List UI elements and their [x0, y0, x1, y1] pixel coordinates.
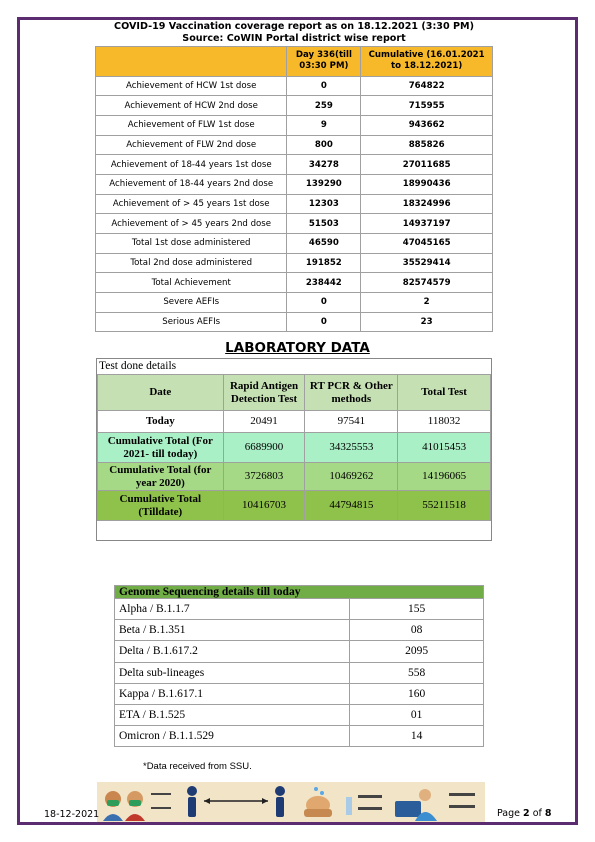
vaccination-table [95, 20, 493, 332]
vaccination-title: COVID-19 Vaccination coverage report as on 18.12.2021 (3:30 PM) Source: CoWIN Portal district wise report [114, 20, 474, 44]
table-row [96, 174, 493, 194]
genome-variant: Kappa / B.1.617.1 [115, 683, 350, 704]
table-row [96, 194, 493, 214]
genome-count: 558 [350, 662, 484, 683]
table-row [96, 135, 493, 155]
row-label: Achievement of 18-44 years 1st dose [96, 155, 287, 175]
row-label: Achievement of > 45 years 2nd dose [96, 214, 287, 234]
lab-row-rapid: 6689900 [223, 433, 305, 463]
table-row [115, 662, 484, 683]
lab-box [96, 358, 492, 541]
genome-count: 14 [350, 726, 484, 747]
row-day-value: 259 [287, 96, 361, 116]
table-row [115, 704, 484, 725]
row-label: Serious AEFIs [96, 312, 287, 332]
lab-table [97, 374, 491, 521]
row-label: Achievement of HCW 2nd dose [96, 96, 287, 116]
table-row [98, 433, 491, 463]
row-day-value: 34278 [287, 155, 361, 175]
table-row [115, 599, 484, 620]
footer-date: 18-12-2021 [44, 809, 100, 820]
row-cumulative-value: 715955 [361, 96, 493, 116]
lab-row-rtpcr: 34325553 [305, 433, 398, 463]
genome-count: 160 [350, 683, 484, 704]
row-day-value: 12303 [287, 194, 361, 214]
row-cumulative-value: 27011685 [361, 155, 493, 175]
table-row [96, 96, 493, 116]
row-cumulative-value: 35529414 [361, 253, 493, 273]
vaccination-header-blank [96, 46, 287, 76]
lab-row-rtpcr: 44794815 [305, 491, 398, 521]
lab-header-date: Date [98, 375, 224, 411]
table-row [96, 273, 493, 293]
distance-icon [177, 782, 295, 822]
row-cumulative-value: 764822 [361, 76, 493, 96]
vaccination-header-row [96, 46, 493, 76]
lab-row-label: Cumulative Total (for year 2020) [98, 463, 224, 491]
lab-row-rapid: 10416703 [223, 491, 305, 521]
table-row [96, 155, 493, 175]
row-label: Achievement of FLW 2nd dose [96, 135, 287, 155]
data-source-note: *Data received from SSU. [143, 761, 252, 772]
lab-row-total: 14196065 [398, 463, 491, 491]
row-label: Achievement of > 45 years 1st dose [96, 194, 287, 214]
row-cumulative-value: 14937197 [361, 214, 493, 234]
table-row [115, 683, 484, 704]
table-row [98, 463, 491, 491]
row-cumulative-value: 82574579 [361, 273, 493, 293]
lab-row-rapid: 3726803 [223, 463, 305, 491]
genome-variant: Omicron / B.1.1.529 [115, 726, 350, 747]
lab-header-rapid: Rapid Antigen Detection Test [223, 375, 305, 411]
row-cumulative-value: 18324996 [361, 194, 493, 214]
lab-header-row [98, 375, 491, 411]
row-cumulative-value: 23 [361, 312, 493, 332]
lab-header-total: Total Test [398, 375, 491, 411]
table-row [115, 726, 484, 747]
sanitizer-icon [295, 782, 391, 822]
row-day-value: 238442 [287, 273, 361, 293]
lab-row-rapid: 20491 [223, 411, 305, 433]
row-day-value: 139290 [287, 174, 361, 194]
table-row [98, 491, 491, 521]
page-number: Page 2 of 8 [497, 808, 552, 819]
vaccination-header-day: Day 336(till 03:30 PM) [287, 46, 361, 76]
row-label: Severe AEFIs [96, 293, 287, 313]
genome-count: 2095 [350, 641, 484, 662]
vaccination-header-cumulative: Cumulative (16.01.2021 to 18.12.2021) [361, 46, 493, 76]
awareness-banner [97, 782, 485, 822]
table-row [96, 253, 493, 273]
table-row [98, 411, 491, 433]
mask-icon [97, 782, 177, 822]
lab-heading: LABORATORY DATA [225, 340, 370, 356]
row-day-value: 0 [287, 312, 361, 332]
row-label: Total 2nd dose administered [96, 253, 287, 273]
lab-row-rtpcr: 97541 [305, 411, 398, 433]
lab-header-rtpcr: RT PCR & Other methods [305, 375, 398, 411]
table-row [96, 293, 493, 313]
row-day-value: 0 [287, 76, 361, 96]
lab-row-label: Today [98, 411, 224, 433]
row-label: Total 1st dose administered [96, 234, 287, 254]
row-day-value: 800 [287, 135, 361, 155]
doctor-icon [391, 782, 485, 822]
genome-variant: ETA / B.1.525 [115, 704, 350, 725]
row-cumulative-value: 885826 [361, 135, 493, 155]
genome-variant: Delta sub-lineages [115, 662, 350, 683]
lab-row-label: Cumulative Total (Tilldate) [98, 491, 224, 521]
row-cumulative-value: 47045165 [361, 234, 493, 254]
genome-variant: Beta / B.1.351 [115, 620, 350, 641]
genome-heading: Genome Sequencing details till today [115, 586, 484, 599]
table-row [96, 234, 493, 254]
row-label: Total Achievement [96, 273, 287, 293]
genome-table [114, 585, 484, 747]
lab-caption: Test done details [99, 360, 177, 372]
row-day-value: 9 [287, 115, 361, 135]
row-day-value: 191852 [287, 253, 361, 273]
lab-row-total: 41015453 [398, 433, 491, 463]
row-cumulative-value: 2 [361, 293, 493, 313]
table-row [96, 76, 493, 96]
genome-header-row [115, 586, 484, 599]
row-day-value: 51503 [287, 214, 361, 234]
table-row [96, 214, 493, 234]
row-cumulative-value: 18990436 [361, 174, 493, 194]
genome-count: 155 [350, 599, 484, 620]
row-day-value: 46590 [287, 234, 361, 254]
lab-row-total: 118032 [398, 411, 491, 433]
lab-row-total: 55211518 [398, 491, 491, 521]
table-row [115, 641, 484, 662]
row-day-value: 0 [287, 293, 361, 313]
lab-row-label: Cumulative Total (For 2021- till today) [98, 433, 224, 463]
genome-variant: Delta / B.1.617.2 [115, 641, 350, 662]
table-row [96, 312, 493, 332]
table-row [115, 620, 484, 641]
genome-count: 01 [350, 704, 484, 725]
table-row [96, 115, 493, 135]
lab-row-rtpcr: 10469262 [305, 463, 398, 491]
genome-variant: Alpha / B.1.1.7 [115, 599, 350, 620]
row-label: Achievement of HCW 1st dose [96, 76, 287, 96]
row-label: Achievement of 18-44 years 2nd dose [96, 174, 287, 194]
row-cumulative-value: 943662 [361, 115, 493, 135]
row-label: Achievement of FLW 1st dose [96, 115, 287, 135]
genome-count: 08 [350, 620, 484, 641]
